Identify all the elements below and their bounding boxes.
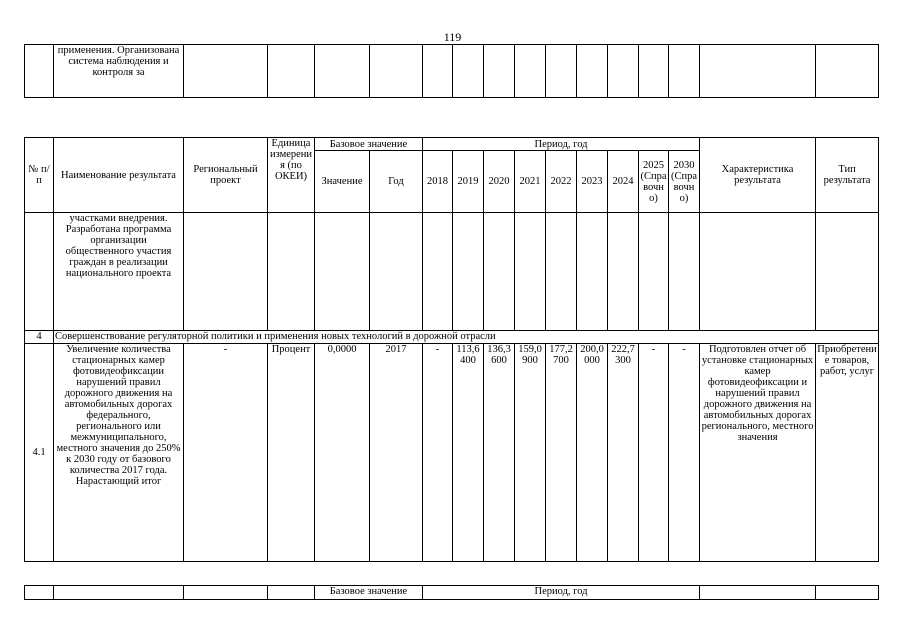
top-fragment-table [24,44,879,98]
header-year-2030: 2030 (Справочно) [669,151,700,213]
row-name: Увеличение количества стационарных камер фотовидеофиксации нарушений правил дорожного движения на автомобильных дорогах федерального, регионального или межмуниципального, местного значения до 250% к 2030 году от базового количества 2017 года. Нарастающий итог [54,344,184,562]
continued-text: участками внедрения. Разработана программа организации общественного участия граждан в реализации национального проекта [54,213,184,331]
section-title: Совершенствование регуляторной политики и применения новых технологий в дорожной отрасли [54,331,879,344]
empty-cell [25,45,54,98]
row-base-year: 2017 [370,344,423,562]
header-year-2025: 2025 (Справочно) [639,151,669,213]
row-value-2018: - [423,344,453,562]
header-base: Базовое значение [315,138,423,151]
header-year-2019: 2019 [453,151,484,213]
row-value-2023: 200,0000 [577,344,608,562]
header-period: Период, год [423,138,700,151]
row-type: Приобретение товаров, работ, услуг [816,344,879,562]
header-characteristic: Характеристика результата [700,138,816,213]
bottom-period-label: Период, год [423,586,700,600]
results-table [24,137,879,562]
header-unit: Единица измерения (по ОКЕИ) [268,138,315,213]
header-year-2022: 2022 [546,151,577,213]
header-num: № п/п [25,138,54,213]
row-characteristic: Подготовлен отчет об установке стационарных камер фотовидеофиксации и нарушений правил дорожного движения на автомобильных дорогах регионального, местного значения [700,344,816,562]
header-name: Наименование результата [54,138,184,213]
row-value-2020: 136,3600 [484,344,515,562]
row-value-2025: - [639,344,669,562]
header-year: Год [370,151,423,213]
row-value-2021: 159,0900 [515,344,546,562]
top-fragment-text: применения. Организована система наблюдения и контроля за [54,45,184,98]
header-project: Региональный проект [184,138,268,213]
row-value-2019: 113,6400 [453,344,484,562]
bottom-base-label: Базовое значение [315,586,423,600]
section-number: 4 [25,331,54,344]
row-value-2022: 177,2700 [546,344,577,562]
header-value: Значение [315,151,370,213]
header-year-2020: 2020 [484,151,515,213]
row-number: 4.1 [25,344,54,562]
row-value-2024: 222,7300 [608,344,639,562]
row-base-value: 0,0000 [315,344,370,562]
header-year-2024: 2024 [608,151,639,213]
row-unit: Процент [268,344,315,562]
page-number: 119 [443,30,462,44]
row-project: - [184,344,268,562]
header-type: Тип результата [816,138,879,213]
header-year-2018: 2018 [423,151,453,213]
header-year-2023: 2023 [577,151,608,213]
header-year-2021: 2021 [515,151,546,213]
next-table-header [24,585,879,600]
row-value-2030: - [669,344,700,562]
